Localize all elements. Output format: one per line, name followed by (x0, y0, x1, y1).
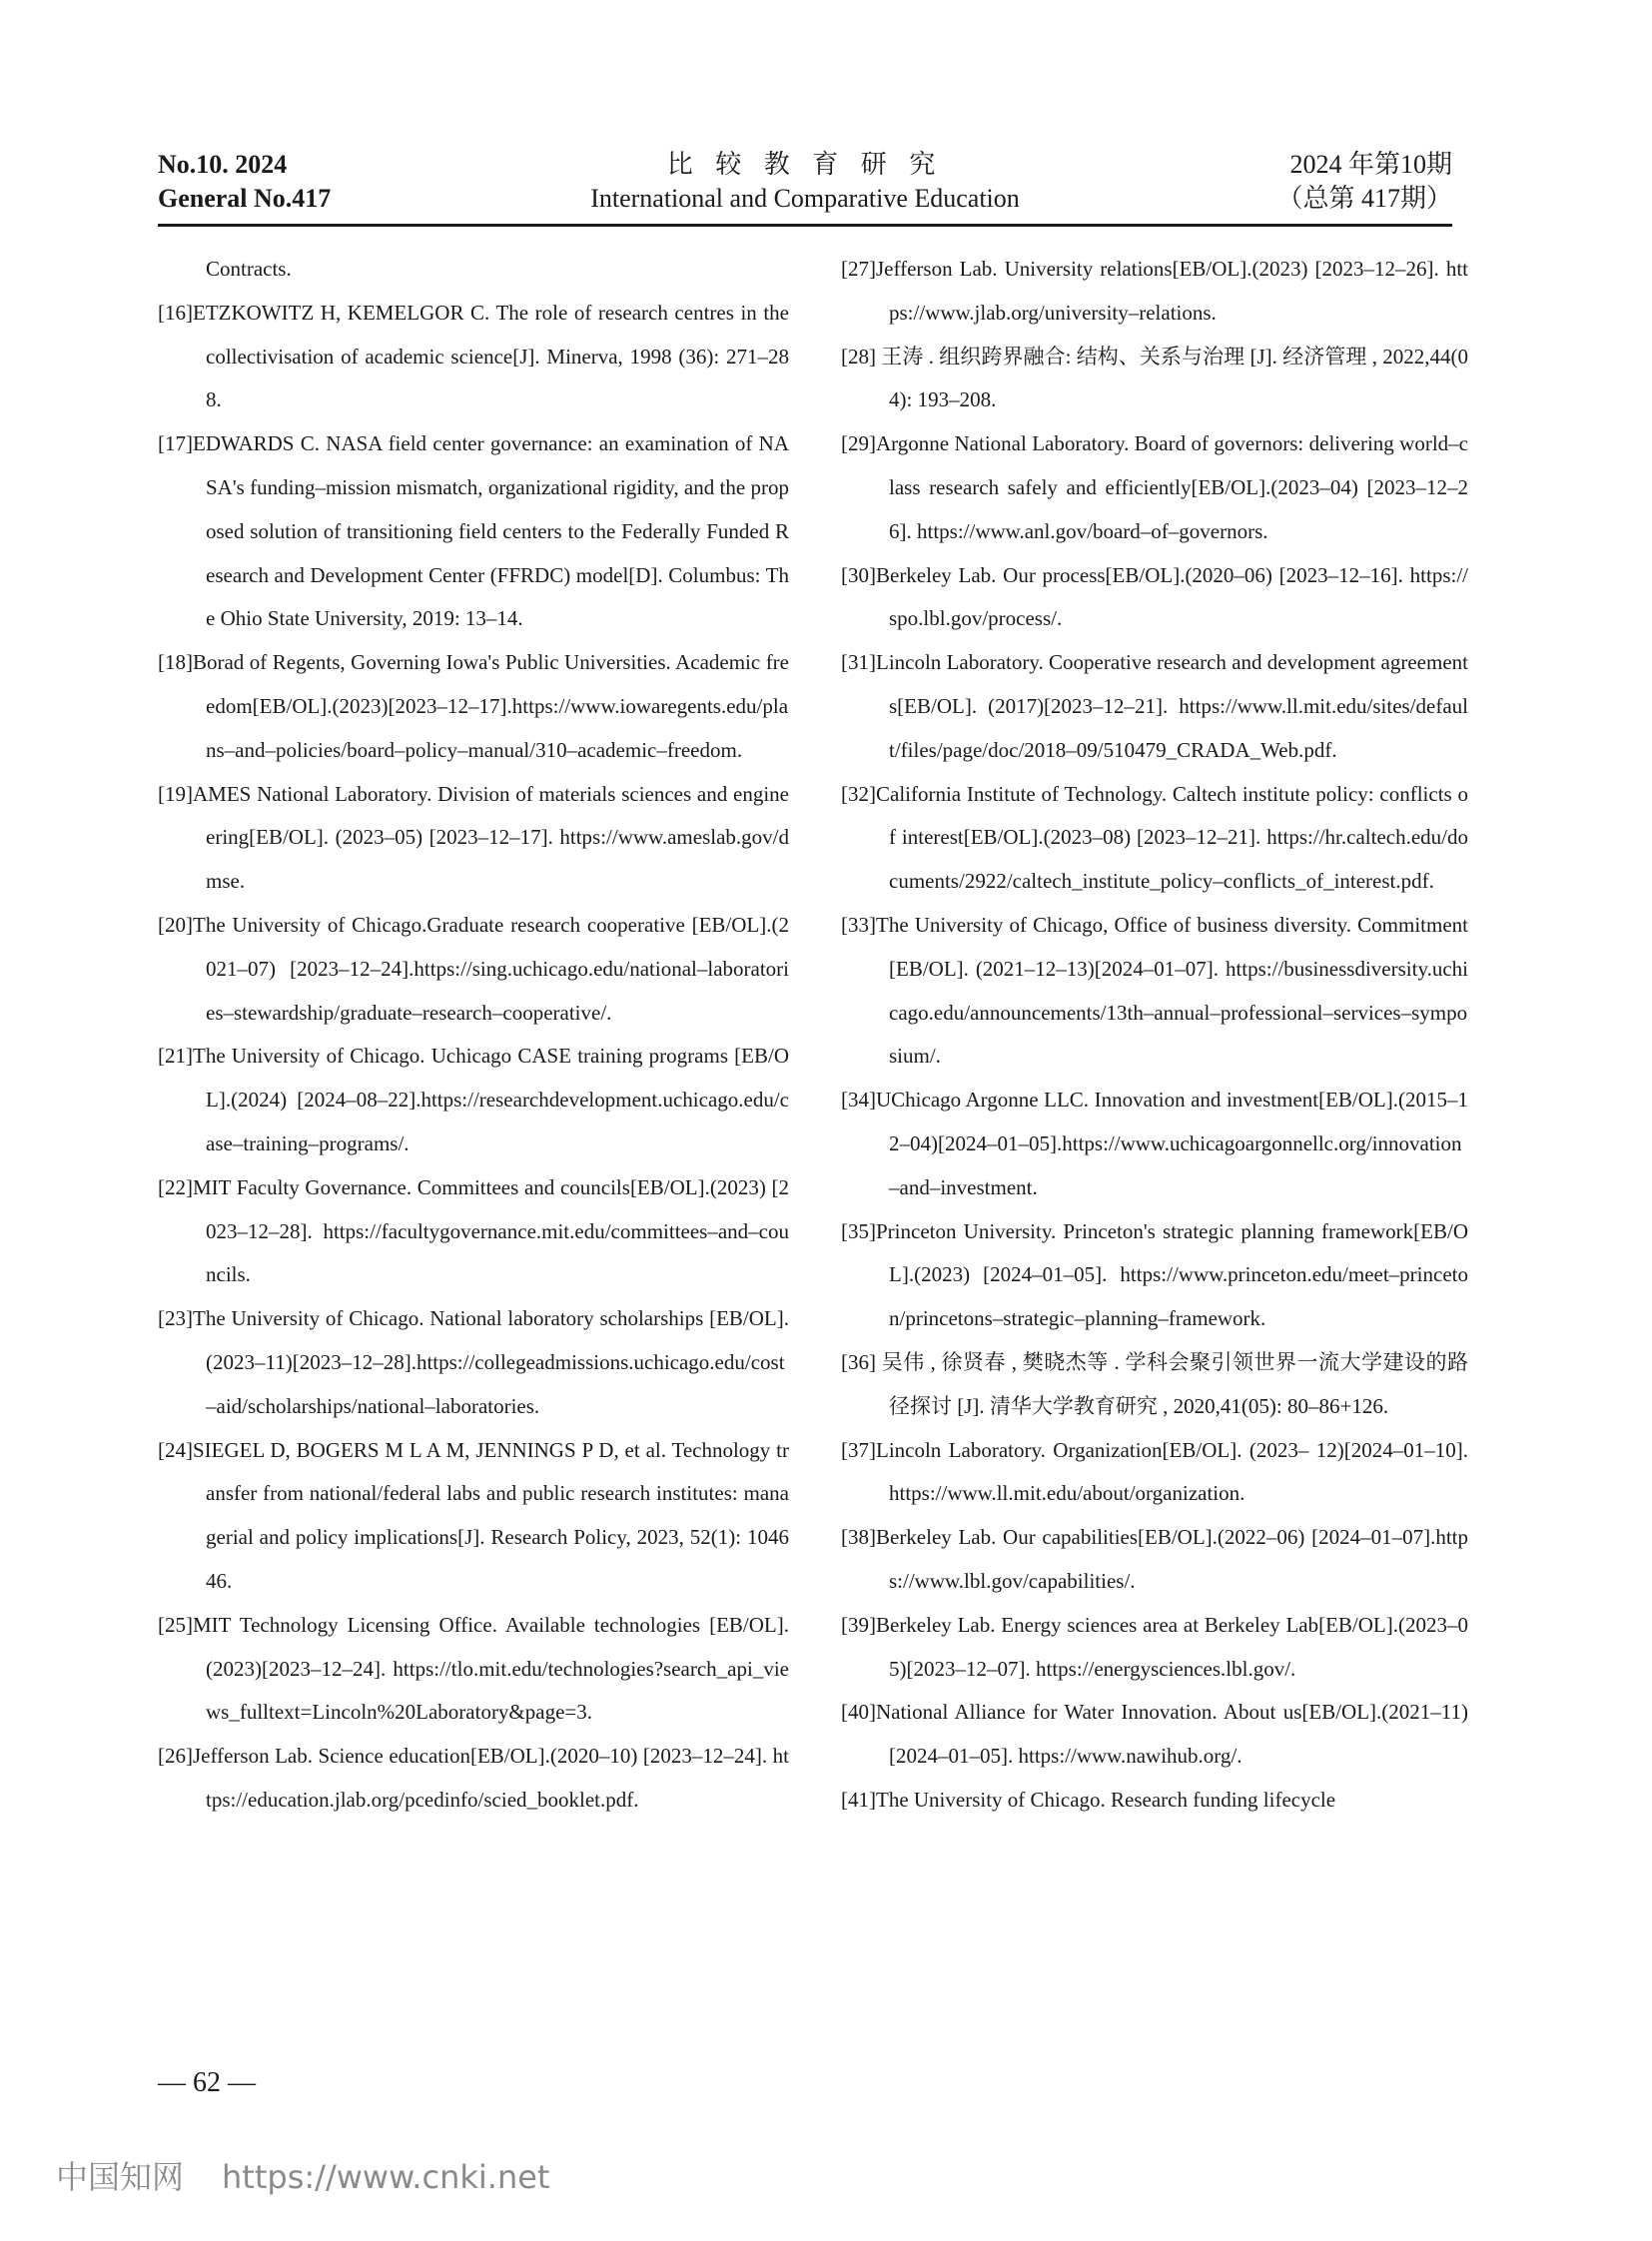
watermark-url[interactable]: https://www.cnki.net (222, 2158, 550, 2196)
reference-item: [41]The University of Chicago. Research funding lifecycle (841, 1787, 1336, 1812)
reference-item: [37]Lincoln Laboratory. Organization[EB/OL]. (2023– 12)[2024–01–10]. https://www.ll.mit.edu/about/organization. (841, 1437, 1468, 1506)
watermark-site-name: 中国知网 (56, 2158, 185, 2196)
issue-number: No.10. 2024 (158, 150, 288, 179)
year-issue: 2024 年第10期 (1289, 150, 1452, 179)
reference-item: [39]Berkeley Lab. Energy sciences area at Berkeley Lab[EB/OL].(2023–05)[2023–12–07]. https://energysciences.lbl.gov/. (841, 1612, 1468, 1681)
reference-item: [26]Jefferson Lab. Science education[EB/OL].(2020–10) [2023–12–24]. https://education.jlab.org/pcedinfo/scied_booklet.pdf. (158, 1744, 789, 1812)
reference-item: [28] 王涛 . 组织跨界融合: 结构、关系与治理 [J]. 经济管理 , 2022,44(04): 193–208. (841, 344, 1468, 412)
reference-item: [17]EDWARDS C. NASA field center governance: an examination of NASA's funding–mission mismatch, organizational rigidity, and the proposed solution of transitioning field centers to the Federally Funded Research and Development Center (FFRDC) model[D]. Columbus: The Ohio State University, 2019: 13–14. (158, 431, 789, 631)
reference-item: [16]ETZKOWITZ H, KEMELGOR C. The role of research centres in the collectivisation of academic science[J]. Minerva, 1998 (36): 271–288. (158, 300, 789, 412)
reference-item: [35]Princeton University. Princeton's strategic planning framework[EB/OL].(2023) [2024–01–05]. https://www.princeton.edu/meet–princeton/princetons–strategic–planning–framework. (841, 1218, 1468, 1331)
reference-item: [20]The University of Chicago.Graduate research cooperative [EB/OL].(2021–07) [2023–12–24].https://sing.uchicago.edu/national–laboratories–stewardship/graduate–research–cooperative/. (158, 912, 789, 1025)
reference-item: [23]The University of Chicago. National laboratory scholarships [EB/OL].(2023–11)[2023–12–28].https://collegeadmissions.uchicago.edu/cost–aid/scholarships/national–laboratories. (158, 1306, 789, 1418)
left-column (158, 248, 789, 1823)
reference-item: [34]UChicago Argonne LLC. Innovation and investment[EB/OL].(2015–12–04)[2024–01–05].https://www.uchicagoargonnellc.org/innovation–and–investment. (841, 1088, 1468, 1199)
reference-item: [29]Argonne National Laboratory. Board of governors: delivering world–class research safely and efficiently[EB/OL].(2023–04) [2023–12–26]. https://www.anl.gov/board–of–governors. (841, 431, 1468, 543)
reference-item: [36] 吴伟 , 徐贤春 , 樊晓杰等 . 学科会聚引领世界一流大学建设的路径探讨 [J]. 清华大学教育研究 , 2020,41(05): 80–86+126. (841, 1349, 1468, 1418)
general-number: General No.417 (158, 184, 332, 213)
right-column (841, 248, 1468, 1823)
reference-item: [21]The University of Chicago. Uchicago CASE training programs [EB/OL].(2024) [2024–08–22].https://researchdevelopment.uchicago.edu/case–training–programs/. (158, 1044, 789, 1155)
reference-item: [40]National Alliance for Water Innovation. About us[EB/OL].(2021–11) [2024–01–05]. https://www.nawihub.org/. (841, 1700, 1468, 1769)
cnki-watermark (56, 2152, 549, 2198)
reference-item: [18]Borad of Regents, Governing Iowa's Public Universities. Academic freedom[EB/OL].(2023)[2023–12–17].https://www.iowaregents.edu/plans–and–policies/board–policy–manual/310–academic–freedom. (158, 650, 789, 762)
reference-item: [33]The University of Chicago, Office of business diversity. Commitment[EB/OL]. (2021–12–13)[2024–01–07]. https://businessdiversity.uchicago.edu/announcements/13th–annual–professional–services–symposium/. (841, 912, 1468, 1069)
reference-item: [19]AMES National Laboratory. Division of materials sciences and engineering[EB/OL]. (2023–05) [2023–12–17]. https://www.ameslab.gov/dmse. (158, 781, 789, 894)
header-right (1276, 148, 1452, 216)
reference-item: [32]California Institute of Technology. Caltech institute policy: conflicts of interest[EB/OL].(2023–08) [2023–12–21]. https://hr.caltech.edu/documents/2922/caltech_institute_policy–conflicts_of_interest.pdf. (841, 781, 1468, 894)
reference-item: [25]MIT Technology Licensing Office. Available technologies [EB/OL]. (2023)[2023–12–24]. https://tlo.mit.edu/technologies?search_api_views_fulltext=Lincoln%20Laboratory&page=3. (158, 1612, 789, 1725)
reference-item: [38]Berkeley Lab. Our capabilities[EB/OL].(2022–06) [2024–01–07].https://www.lbl.gov/capabilities/. (841, 1525, 1468, 1593)
journal-title-en: International and Comparative Education (590, 184, 1020, 213)
reference-item: [31]Lincoln Laboratory. Cooperative research and development agreements[EB/OL]. (2017)[2023–12–21]. https://www.ll.mit.edu/sites/default/files/page/doc/2018–09/510479_CRADA_Web.pdf. (841, 650, 1468, 762)
reference-continuation: Contracts. (206, 257, 292, 281)
reference-item: [30]Berkeley Lab. Our process[EB/OL].(2020–06) [2023–12–16]. https://spo.lbl.gov/process/. (841, 562, 1468, 631)
reference-item: [22]MIT Faculty Governance. Committees and councils[EB/OL].(2023) [2023–12–28]. https://facultygovernance.mit.edu/committees–and–councils. (158, 1174, 789, 1287)
total-issue: （总第 417期） (1276, 184, 1452, 213)
page-header (158, 144, 1452, 227)
page-number: — 62 — (158, 2067, 256, 2098)
reference-item: [27]Jefferson Lab. University relations[EB/OL].(2023) [2023–12–26]. https://www.jlab.org/university–relations. (841, 257, 1468, 325)
journal-title (158, 148, 1452, 216)
journal-title-cn: 比 较 教 育 研 究 (666, 150, 944, 179)
reference-item: [24]SIEGEL D, BOGERS M L A M, JENNINGS P D, et al. Technology transfer from national/federal labs and public research institutes: managerial and policy implications[J]. Research Policy, 2023, 52(1): 104646. (158, 1437, 789, 1593)
